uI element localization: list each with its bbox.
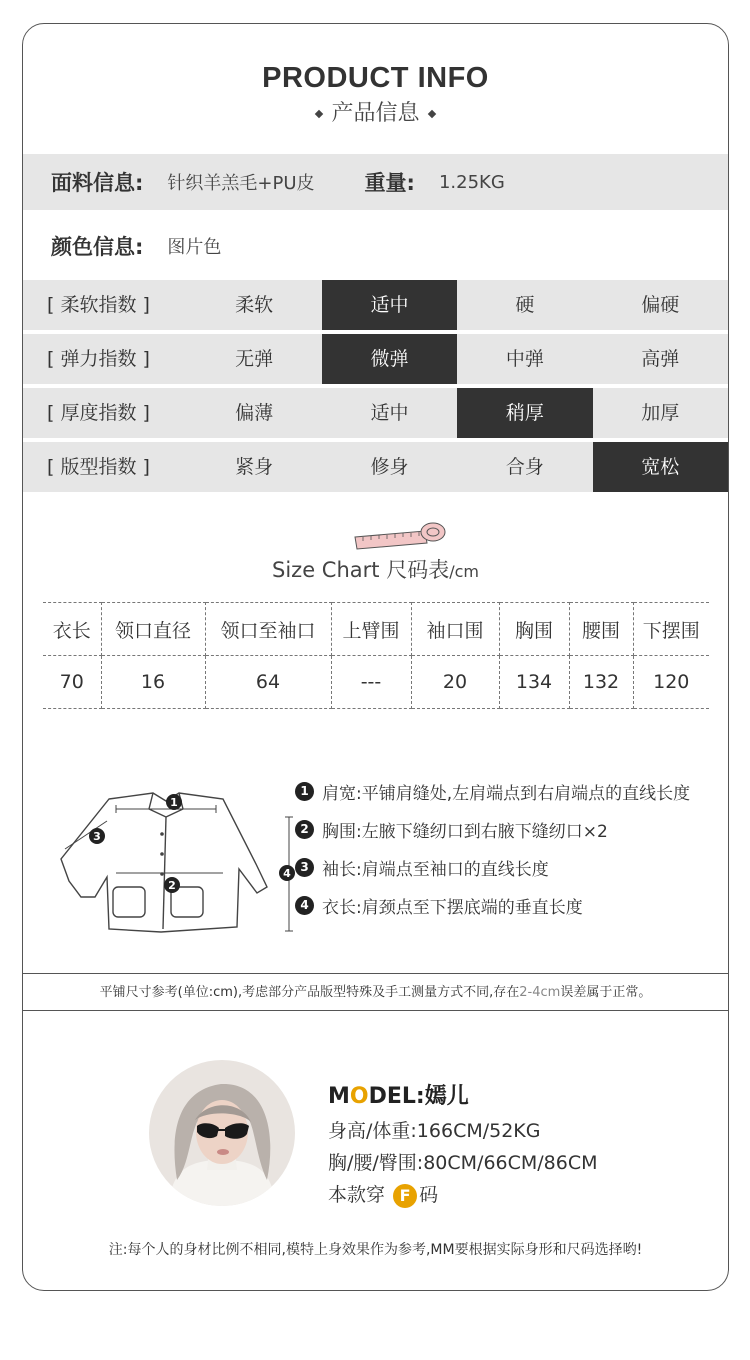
- measurement-legend: [295, 772, 690, 924]
- measurement-item: [295, 886, 690, 924]
- size-table-header: 下摆围: [633, 603, 709, 656]
- measurement-text: 胸围:左腋下缝纫口到右腋下缝纫口×2: [322, 821, 608, 842]
- measurement-text: 肩宽:平铺肩缝处,左肩端点到右肩端点的直线长度: [322, 783, 691, 804]
- index-label: [ 柔软指数 ]: [47, 294, 150, 316]
- size-table-header: 袖口围: [411, 603, 499, 656]
- index-label: [ 厚度指数 ]: [47, 402, 150, 424]
- measurement-note: [23, 973, 728, 1011]
- measurement-text: 袖长:肩端点至袖口的直线长度: [322, 859, 549, 880]
- size-table-cell: ---: [331, 656, 411, 709]
- index-option: 适中: [370, 402, 409, 424]
- weight-label: 重量:: [364, 171, 415, 195]
- number-badge-icon: 4: [295, 896, 314, 915]
- index-row: [23, 280, 728, 330]
- index-option: 修身: [370, 456, 409, 478]
- index-option: 无弹: [235, 348, 274, 370]
- fabric-row: [23, 154, 728, 210]
- diamond-icon: [315, 110, 323, 118]
- page-subtitle: [23, 96, 728, 127]
- color-row: [23, 218, 728, 274]
- size-table-cell: 134: [499, 656, 569, 709]
- number-badge-icon: 2: [295, 820, 314, 839]
- footer-note: 注:每个人的身材比例不相同,模特上身效果作为参考,MM要根据实际身形和尺码选择哟!: [108, 1242, 643, 1258]
- weight-value: 1.25KG: [438, 171, 505, 193]
- size-table-cell: 120: [633, 656, 709, 709]
- fabric-label: 面料信息:: [51, 171, 144, 195]
- size-table-cell: 132: [569, 656, 633, 709]
- size-table-header: 衣长: [43, 603, 101, 656]
- size-chart-title-cn: 尺码表: [386, 558, 450, 582]
- index-option: 紧身: [235, 456, 274, 478]
- size-table-header: 胸围: [499, 603, 569, 656]
- size-table-row: [43, 656, 709, 709]
- size-chart-unit: /cm: [449, 562, 479, 581]
- size-table-cell: 64: [205, 656, 331, 709]
- index-option: 偏薄: [235, 402, 274, 424]
- model-label-accent: O: [349, 1084, 369, 1109]
- index-option: 偏硬: [641, 294, 680, 316]
- size-table-header: 领口直径: [101, 603, 205, 656]
- index-row: [23, 442, 728, 492]
- index-option: 合身: [505, 456, 544, 478]
- diamond-icon: [427, 110, 435, 118]
- svg-text:4: 4: [283, 867, 291, 880]
- model-photo: [149, 1060, 295, 1206]
- number-badge-icon: 3: [295, 858, 314, 877]
- index-option-selected: 微弹: [322, 334, 457, 384]
- index-option-selected: 宽松: [593, 442, 728, 492]
- wear-prefix: 本款穿: [328, 1184, 386, 1206]
- model-info: [328, 1079, 598, 1211]
- measurement-item: [295, 772, 690, 810]
- svg-text:2: 2: [168, 879, 176, 892]
- model-name: 嫣儿: [424, 1084, 469, 1109]
- size-table-header: 领口至袖口: [205, 603, 331, 656]
- svg-text:1: 1: [170, 796, 178, 809]
- model-measurements: 胸/腰/臀围:80CM/66CM/86CM: [328, 1152, 598, 1174]
- index-option: 中弹: [505, 348, 544, 370]
- measuring-tape-icon: [353, 519, 447, 553]
- size-table-header: 腰围: [569, 603, 633, 656]
- color-value: 图片色: [167, 237, 222, 258]
- index-option-selected: 适中: [322, 280, 457, 330]
- index-label: [ 弹力指数 ]: [47, 348, 150, 370]
- size-table-cell: 70: [43, 656, 101, 709]
- number-badge-icon: 1: [295, 782, 314, 801]
- size-table-cell: 20: [411, 656, 499, 709]
- model-name-line: [328, 1079, 598, 1115]
- note-text-end: 误差属于正常。: [560, 985, 652, 1000]
- note-text: 平铺尺寸参考(单位:cm),考虑部分产品版型特殊及手工测量方式不同,存在: [99, 985, 520, 1000]
- size-table-header: 上臂围: [331, 603, 411, 656]
- size-chart-title: [23, 554, 728, 584]
- size-badge: F: [393, 1184, 417, 1208]
- note-highlight: 2-4cm: [519, 985, 561, 1000]
- fabric-value: 针织羊羔毛+PU皮: [167, 173, 315, 194]
- model-label: MODEL:: [328, 1084, 425, 1109]
- measurement-text: 衣长:肩颈点至下摆底端的垂直长度: [322, 897, 583, 918]
- subtitle-text: 产品信息: [331, 101, 420, 126]
- index-option: 高弹: [641, 348, 680, 370]
- size-table-header-row: [43, 603, 709, 656]
- jacket-measurement-diagram: [41, 769, 301, 939]
- page-title: PRODUCT INFO: [262, 62, 489, 94]
- index-row: [23, 334, 728, 384]
- svg-text:3: 3: [93, 830, 101, 843]
- index-option: 柔软: [235, 294, 274, 316]
- index-option: 硬: [515, 294, 535, 316]
- size-table-cell: 16: [101, 656, 205, 709]
- size-table: [43, 602, 709, 709]
- measurement-item: [295, 848, 690, 886]
- wear-suffix: 码: [419, 1184, 439, 1206]
- index-row: [23, 388, 728, 438]
- color-label: 颜色信息:: [51, 235, 144, 259]
- product-info-card: [22, 23, 729, 1291]
- model-avatar: [149, 1060, 295, 1206]
- index-option-selected: 稍厚: [457, 388, 592, 438]
- model-height-weight: 身高/体重:166CM/52KG: [328, 1120, 541, 1142]
- index-option: 加厚: [641, 402, 680, 424]
- size-chart-title-en: Size Chart: [272, 558, 380, 582]
- measurement-item: [295, 810, 690, 848]
- index-label: [ 版型指数 ]: [47, 456, 150, 478]
- model-size-line: [328, 1179, 598, 1211]
